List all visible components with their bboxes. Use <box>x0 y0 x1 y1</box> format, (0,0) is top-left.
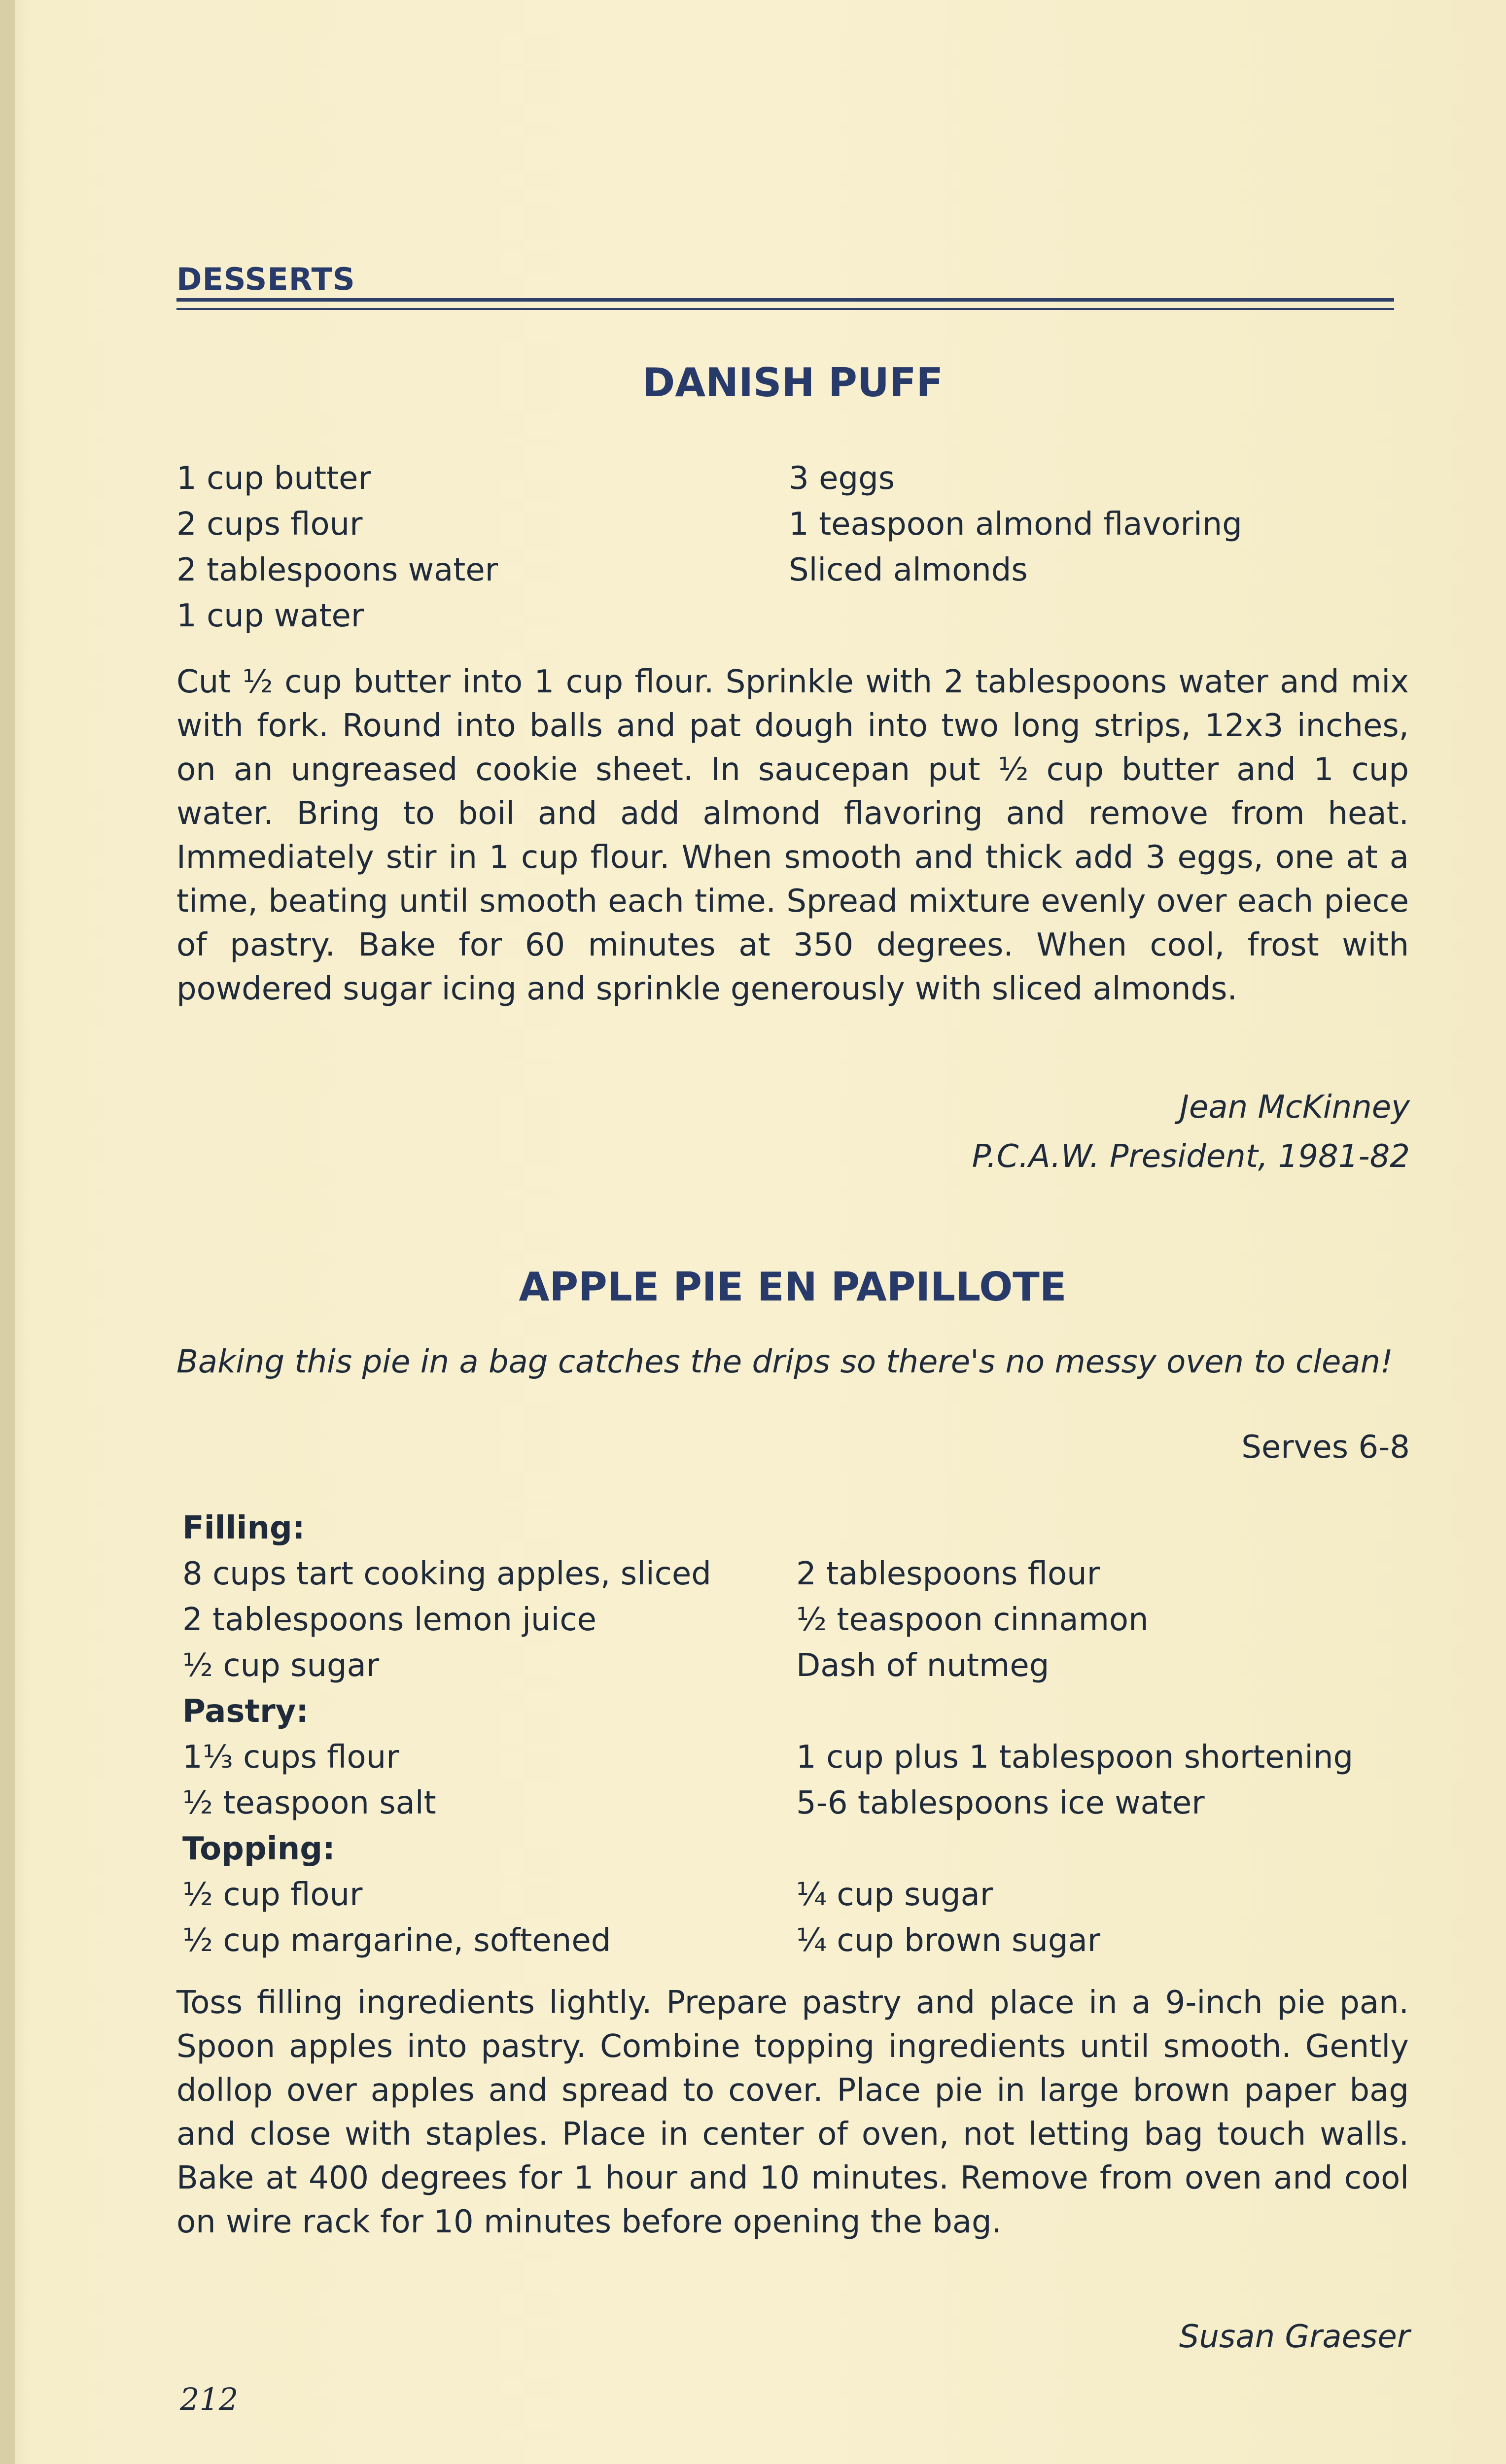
ingredient: ½ cup margarine, softened <box>182 1922 611 1959</box>
ingredient: 1 cup water <box>176 598 364 634</box>
recipe-title: APPLE PIE EN PAPILLOTE <box>519 1264 1067 1310</box>
ingredient: ¼ cup sugar <box>796 1877 993 1913</box>
ingredient: ½ teaspoon cinnamon <box>796 1602 1149 1638</box>
recipe-title: DANISH PUFF <box>642 360 944 406</box>
recipe-author: Jean McKinney <box>1180 1089 1410 1126</box>
recipe-directions: Cut ½ cup butter into 1 cup flour. Sprinkle with 2 tablespoons water and mix with fork. Round into balls and pat dough into two long strips, 12x3 inches, on an ungreased cookie sheet. In saucepan put ½ cup butter and 1 cup water. Bring to boil and add almond flavoring and remove from heat. Immediately stir in 1 cup flour. When smooth and thick add 3 eggs, one at a time, beating until smooth each time. Spread mixture evenly over each piece of pastry. Bake for 60 minutes at 350 degrees. When cool, frost with powdered sugar icing and sprinkle generously with sliced almonds. <box>176 664 1409 1007</box>
ingredient: ¼ cup brown sugar <box>796 1922 1101 1959</box>
page-number: 212 <box>180 2381 239 2417</box>
ingredients-left-column <box>176 456 498 639</box>
ingredient: 2 tablespoons lemon juice <box>182 1602 596 1638</box>
ingredient: Sliced almonds <box>789 552 1028 588</box>
author-title: P.C.A.W. President, 1981-82 <box>972 1138 1410 1175</box>
section-rule-thin <box>176 308 1394 310</box>
recipe-directions: Toss filling ingredients lightly. Prepare pastry and place in a 9-inch pie pan. Spoon apples into pastry. Combine topping ingredients until smooth. Gently dollop over apples and spread to cover. Place pie in large brown paper bag and close with staples. Place in center of oven, not letting bag touch walls. Bake at 400 degrees for 1 hour and 10 minutes. Remove from oven and cool on wire rack for 10 minutes before opening the bag. <box>176 1985 1409 2240</box>
recipe-author: Susan Graeser <box>1179 2319 1410 2355</box>
ingredient: 8 cups tart cooking apples, sliced <box>182 1556 711 1592</box>
ingredients-right-column <box>789 456 1242 593</box>
recipe-intro: Baking this pie in a bag catches the drips so there's no messy oven to clean! <box>176 1344 1393 1380</box>
ingredient: ½ teaspoon salt <box>182 1785 436 1821</box>
ingredient: ½ cup flour <box>182 1877 363 1913</box>
ingredient: Dash of nutmeg <box>796 1647 1050 1684</box>
ingredient: 1⅓ cups flour <box>182 1739 399 1776</box>
section-label: DESSERTS <box>176 261 355 297</box>
ingredient: 1 teaspoon almond flavoring <box>789 506 1242 543</box>
ingredients-right-column <box>796 1551 1353 1964</box>
ingredient: 1 cup plus 1 tablespoon shortening <box>796 1739 1354 1776</box>
ingredient-group-heading: Topping: <box>182 1831 335 1867</box>
ingredient: 5-6 tablespoons ice water <box>796 1785 1205 1821</box>
ingredient-group-heading: Pastry: <box>182 1693 309 1730</box>
servings: Serves 6-8 <box>1241 1429 1410 1466</box>
ingredients-left-column <box>182 1506 711 1964</box>
ingredient: 1 cup butter <box>176 460 371 497</box>
ingredient: 2 cups flour <box>176 506 363 543</box>
ingredient-group-heading: Filling: <box>182 1510 305 1546</box>
ingredient: ½ cup sugar <box>182 1647 380 1684</box>
ingredient: 2 tablespoons water <box>176 552 498 588</box>
section-rule-thick <box>176 298 1394 302</box>
page-binding-edge <box>0 0 15 2464</box>
ingredient: 3 eggs <box>789 460 895 497</box>
ingredient: 2 tablespoons flour <box>796 1556 1100 1592</box>
